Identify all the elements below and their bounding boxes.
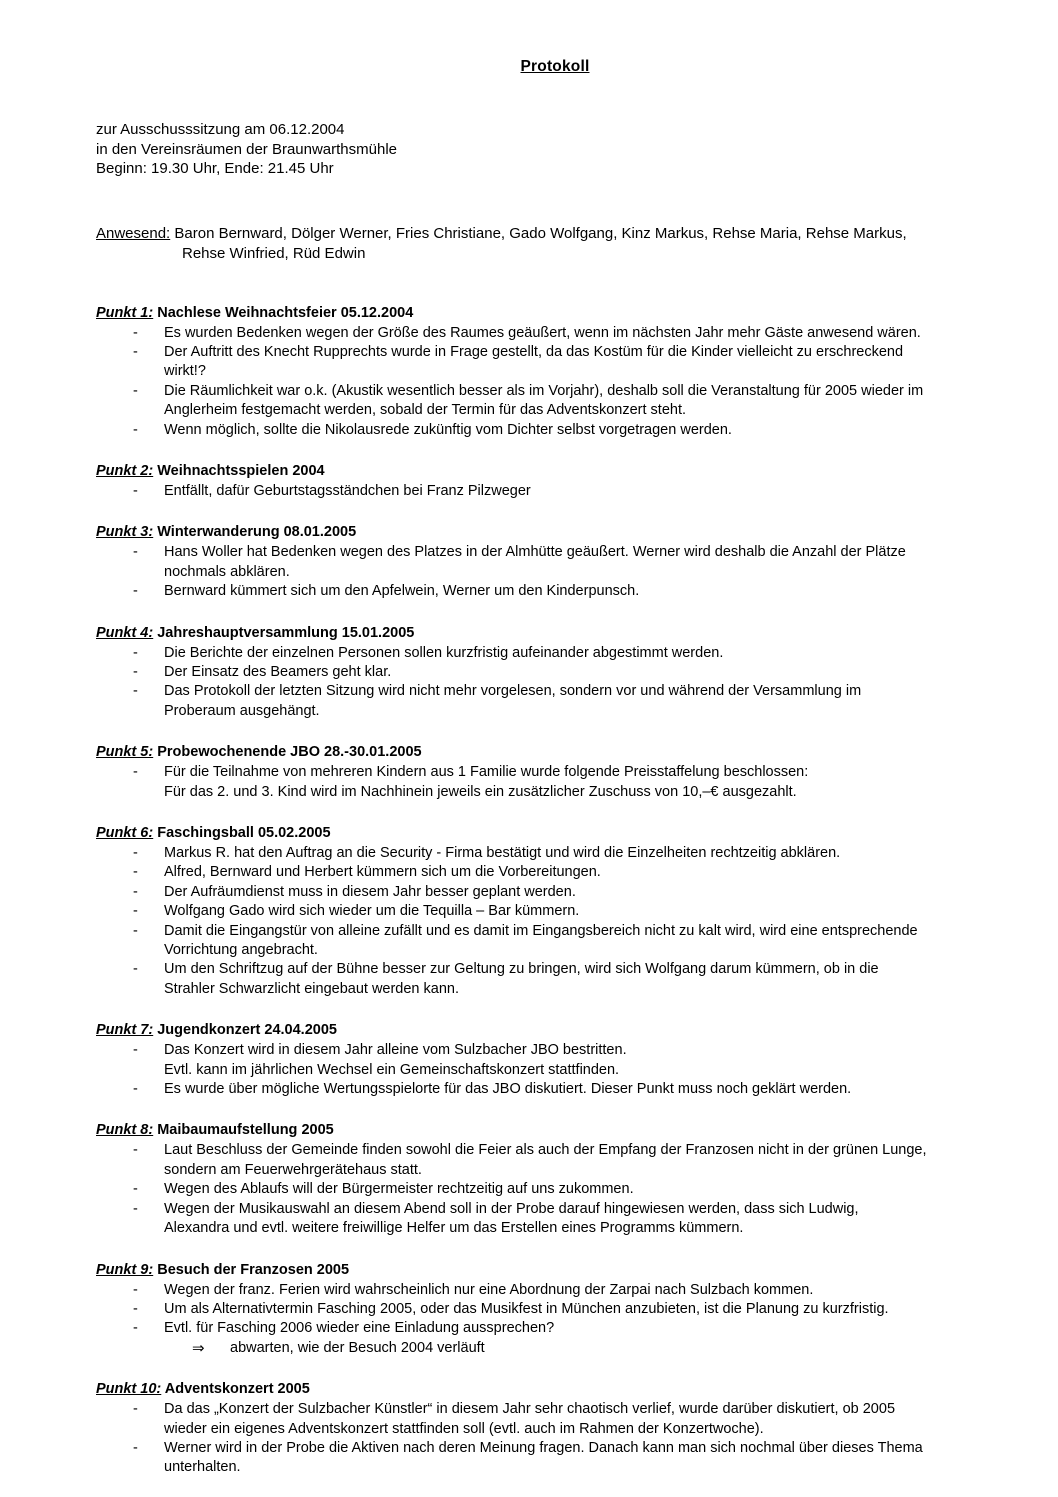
list-item (96, 863, 996, 882)
section-item-list (96, 1281, 996, 1359)
section-item-list (96, 1400, 996, 1478)
item-line: Es wurde über mögliche Wertungsspielorte für das JBO diskutiert. Dieser Punkt muss noch geklärt werden. (164, 1081, 852, 1098)
item-line: Damit die Eingangstür von alleine zufällt und es damit im Eingangsbereich nicht zu kalt wird, wird eine entsprechende (164, 922, 918, 939)
meeting-meta (96, 120, 996, 179)
section-subject: Winterwanderung 08.01.2005 (153, 524, 357, 541)
item-line: Laut Beschluss der Gemeinde finden sowohl die Feier als auch der Empfang der Franzosen nicht in der grünen Lunge, (164, 1142, 927, 1159)
list-item (96, 1080, 996, 1099)
bullet-dash-icon: - (133, 1142, 138, 1159)
section-subject: Nachlese Weihnachtsfeier 05.12.2004 (153, 304, 414, 321)
section-subject: Probewochenende JBO 28.-30.01.2005 (153, 744, 422, 761)
section-subject: Jahreshauptversammlung 15.01.2005 (153, 624, 415, 641)
bullet-dash-icon: - (133, 1300, 138, 1317)
bullet-dash-icon: - (133, 1200, 138, 1217)
item-line: Anglerheim festgemacht werden, sobald der Termin für das Adventskonzert steht. (164, 402, 687, 419)
item-arrow-line (164, 1339, 996, 1358)
list-item (96, 960, 996, 999)
section-label: Punkt 4: (96, 624, 154, 641)
section-item-list (96, 763, 996, 802)
bullet-dash-icon: - (133, 343, 138, 360)
list-item (96, 1281, 996, 1300)
item-line: Bernward kümmert sich um den Apfelwein, Werner um den Kinderpunsch. (164, 583, 640, 600)
section-item-list (96, 543, 996, 601)
section-punkt-9 (96, 1261, 996, 1359)
item-line: Der Aufräumdienst muss in diesem Jahr besser geplant werden. (164, 883, 576, 900)
section-label: Punkt 2: (96, 462, 154, 479)
section-label: Punkt 8: (96, 1122, 154, 1139)
item-line: Die Räumlichkeit war o.k. (Akustik wesentlich besser als im Vorjahr), deshalb soll die Veranstaltung für 2005 wieder im (164, 382, 924, 399)
list-item (96, 922, 996, 961)
list-item (96, 324, 996, 343)
bullet-dash-icon: - (133, 1439, 138, 1456)
list-item (96, 1319, 996, 1358)
item-line: wieder ein eigenes Adventskonzert stattfinden soll (evtl. auch im Rahmen der Konzertwoche). (164, 1420, 764, 1437)
item-line: Wegen des Ablaufs will der Bürgermeister rechtzeitig auf uns zukommen. (164, 1181, 634, 1198)
bullet-dash-icon: - (133, 324, 138, 341)
section-item-list (96, 1141, 996, 1238)
list-item (96, 582, 996, 601)
section-punkt-1 (96, 304, 996, 440)
item-line: Es wurden Bedenken wegen der Größe des Raumes geäußert, wenn im nächsten Jahr mehr Gäste anwesend wären. (164, 324, 921, 341)
section-punkt-4 (96, 624, 996, 722)
bullet-dash-icon: - (133, 382, 138, 399)
list-item (96, 902, 996, 921)
bullet-dash-icon: - (133, 683, 138, 700)
section-punkt-7 (96, 1021, 996, 1099)
list-item (96, 844, 996, 863)
section-item-list (96, 644, 996, 722)
section-heading (96, 1021, 996, 1040)
list-item (96, 644, 996, 663)
section-heading (96, 462, 996, 481)
section-item-list (96, 324, 996, 440)
meta-line-location: in den Vereinsräumen der Braunwarthsmühle (96, 140, 398, 158)
section-heading (96, 1380, 996, 1399)
item-line: Für das 2. und 3. Kind wird im Nachhinein jeweils ein zusätzlicher Zuschuss von 10,–€ ausgezahlt. (164, 783, 797, 800)
section-heading (96, 824, 996, 843)
double-arrow-right-icon: ⇒ (192, 1339, 205, 1357)
section-heading (96, 1121, 996, 1140)
item-arrow-text: abwarten, wie der Besuch 2004 verläuft (230, 1339, 485, 1356)
bullet-dash-icon: - (133, 922, 138, 939)
section-subject: Maibaumaufstellung 2005 (153, 1122, 334, 1139)
list-item (96, 1041, 996, 1080)
sections-container (96, 304, 996, 1478)
list-item (96, 482, 996, 501)
attendees-block (96, 224, 996, 264)
bullet-dash-icon: - (133, 644, 138, 661)
bullet-dash-icon: - (133, 961, 138, 978)
item-line: Werner wird in der Probe die Aktiven nach deren Meinung fragen. Danach kann man sich nochmal über dieses Thema (164, 1439, 923, 1456)
bullet-dash-icon: - (133, 845, 138, 861)
list-item (96, 1180, 996, 1199)
item-line: Alexandra und evtl. weitere freiwillige Helfer um das Erstellen eines Programms kümmern. (164, 1220, 744, 1237)
list-item (96, 543, 996, 582)
bullet-dash-icon: - (133, 1401, 138, 1418)
item-line: Da das „Konzert der Sulzbacher Künstler“ in diesem Jahr sehr chaotisch verlief, wurde darüber diskutiert, ob 2005 (164, 1401, 896, 1418)
bullet-dash-icon: - (133, 1320, 138, 1337)
section-label: Punkt 9: (96, 1261, 154, 1278)
item-line: Der Einsatz des Beamers geht klar. (164, 663, 392, 680)
item-line: wirkt!? (164, 363, 206, 380)
document-body (96, 58, 996, 1478)
section-heading (96, 624, 996, 643)
bullet-dash-icon: - (133, 1081, 138, 1098)
bullet-dash-icon: - (133, 482, 138, 499)
section-heading (96, 304, 996, 323)
bullet-dash-icon: - (133, 1042, 138, 1059)
bullet-dash-icon: - (133, 764, 138, 781)
bullet-dash-icon: - (133, 421, 138, 438)
section-heading (96, 523, 996, 542)
list-item (96, 1400, 996, 1439)
attendees-label: Anwesend: (96, 224, 171, 242)
bullet-dash-icon: - (133, 883, 138, 900)
list-item (96, 1141, 996, 1180)
item-line: Um den Schriftzug auf der Bühne besser zur Geltung zu bringen, wird sich Wolfgang darum kümmern, ob in die (164, 961, 879, 978)
section-heading (96, 1261, 996, 1280)
item-line: Proberaum ausgehängt. (164, 702, 320, 719)
list-item (96, 682, 996, 721)
section-heading (96, 743, 996, 762)
attendees-names-line1: Baron Bernward, Dölger Werner, Fries Christiane, Gado Wolfgang, Kinz Markus, Rehse Maria, Rehse Markus, (170, 224, 907, 242)
item-line: Die Berichte der einzelnen Personen sollen kurzfristig aufeinander abgestimmt werden. (164, 644, 724, 661)
section-punkt-5 (96, 743, 996, 802)
item-line: Wenn möglich, sollte die Nikolausrede zukünftig vom Dichter selbst vorgetragen werden. (164, 421, 732, 438)
meta-line-time: Beginn: 19.30 Uhr, Ende: 21.45 Uhr (96, 160, 334, 177)
bullet-dash-icon: - (133, 864, 138, 881)
item-line: Wegen der franz. Ferien wird wahrscheinlich nur eine Abordnung der Zarpai nach Sulzbach kommen. (164, 1281, 814, 1298)
item-line: Das Konzert wird in diesem Jahr alleine vom Sulzbacher JBO bestritten. (164, 1042, 627, 1059)
section-label: Punkt 3: (96, 524, 154, 541)
item-line: unterhalten. (164, 1459, 241, 1476)
list-item (96, 883, 996, 902)
section-subject: Weihnachtsspielen 2004 (153, 462, 325, 479)
section-subject: Besuch der Franzosen 2005 (153, 1261, 350, 1278)
item-line: Für die Teilnahme von mehreren Kindern aus 1 Familie wurde folgende Preisstaffelung beschlossen: (164, 764, 809, 781)
bullet-dash-icon: - (133, 544, 138, 561)
section-punkt-2 (96, 462, 996, 501)
section-subject: Adventskonzert 2005 (161, 1381, 310, 1398)
list-item (96, 1300, 996, 1319)
item-line: Um als Alternativtermin Fasching 2005, oder das Musikfest in München anzubieten, ist die Planung zu kurzfristig. (164, 1300, 889, 1317)
section-punkt-8 (96, 1121, 996, 1238)
item-line: Evtl. für Fasching 2006 wieder eine Einladung aussprechen? (164, 1320, 555, 1337)
bullet-dash-icon: - (133, 903, 138, 920)
section-label: Punkt 7: (96, 1022, 154, 1039)
section-label: Punkt 10: (96, 1381, 162, 1398)
section-item-list (96, 482, 996, 501)
item-line: Wegen der Musikauswahl an diesem Abend soll in der Probe darauf hingewiesen werden, dass sich Ludwig, (164, 1200, 859, 1217)
item-line: sondern am Feuerwehrgerätehaus statt. (164, 1161, 422, 1178)
meta-line-occasion: zur Ausschusssitzung am 06.12.2004 (96, 121, 345, 138)
list-item (96, 663, 996, 682)
page-title: Protokoll (520, 58, 590, 75)
item-line: Strahler Schwarzlicht eingebaut werden kann. (164, 980, 459, 997)
item-line: nochmals abklären. (164, 563, 290, 580)
section-item-list (96, 1041, 996, 1099)
item-line: Markus R. hat den Auftrag an die Security - Firma bestätigt und wird die Einzelheiten rechtzeitig abklären. (164, 845, 841, 861)
section-item-list (96, 844, 996, 999)
item-line: Vorrichtung angebracht. (164, 942, 318, 959)
list-item (96, 763, 996, 802)
bullet-dash-icon: - (133, 663, 138, 680)
bullet-dash-icon: - (133, 1281, 138, 1298)
list-item (96, 382, 996, 421)
list-item (96, 421, 996, 440)
section-subject: Jugendkonzert 24.04.2005 (153, 1022, 337, 1039)
section-label: Punkt 5: (96, 744, 154, 761)
section-punkt-6 (96, 824, 996, 999)
section-subject: Faschingsball 05.02.2005 (153, 825, 331, 841)
list-item (96, 1200, 996, 1239)
list-item (96, 1439, 996, 1478)
item-line: Hans Woller hat Bedenken wegen des Platzes in der Almhütte geäußert. Werner wird deshalb die Anzahl der Plätze (164, 544, 906, 561)
section-label: Punkt 1: (96, 304, 154, 321)
item-line: Alfred, Bernward und Herbert kümmern sich um die Vorbereitungen. (164, 864, 601, 881)
section-punkt-3 (96, 523, 996, 601)
section-punkt-10 (96, 1380, 996, 1478)
item-line: Das Protokoll der letzten Sitzung wird nicht mehr vorgelesen, sondern vor und während der Versammlung im (164, 683, 862, 700)
attendees-names-line2: Rehse Winfried, Rüd Edwin (182, 244, 366, 262)
bullet-dash-icon: - (133, 1181, 138, 1198)
item-line: Evtl. kann im jährlichen Wechsel ein Gemeinschaftskonzert stattfinden. (164, 1061, 620, 1078)
section-label: Punkt 6: (96, 825, 154, 841)
item-line: Entfällt, dafür Geburtstagsständchen bei Franz Pilzweger (164, 482, 531, 499)
bullet-dash-icon: - (133, 583, 138, 600)
item-line: Wolfgang Gado wird sich wieder um die Tequilla – Bar kümmern. (164, 903, 580, 920)
list-item (96, 343, 996, 382)
item-line: Der Auftritt des Knecht Rupprechts wurde in Frage gestellt, da das Kostüm für die Kinder vielleicht zu erschreckend (164, 343, 904, 360)
